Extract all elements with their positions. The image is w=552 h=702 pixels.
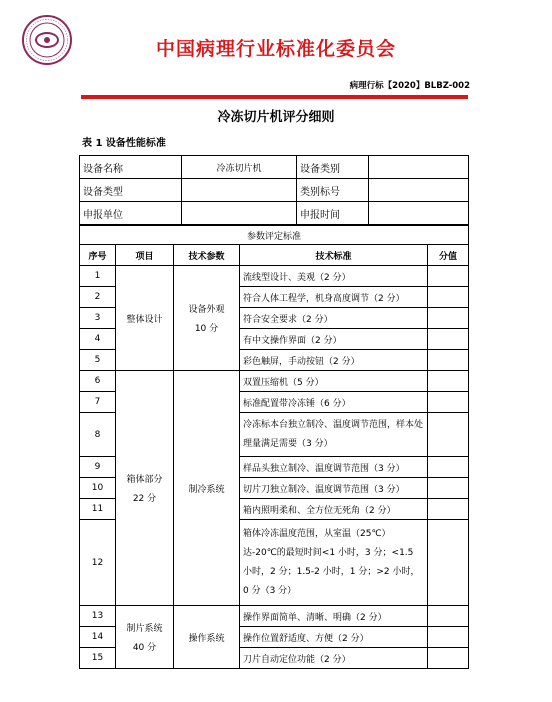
group-slicing-label: 制片系统 [126,624,163,634]
type-label: 设备类型 [80,179,182,202]
row-score[interactable] [428,329,469,350]
row-no: 11 [80,499,116,520]
row-no: 5 [80,350,116,371]
row-score[interactable] [428,266,469,287]
document-number: 病理行标【2020】BLBZ-002 [349,81,470,91]
equipment-info-table [79,155,469,225]
group-body-label: 箱体部分 [126,475,163,485]
category-label: 设备类别 [297,156,369,179]
row-standard: 彩色触屏，手动按钮（2 分） [240,350,428,371]
col-header-standard: 技术标准 [240,245,428,266]
row-standard: 箱内照明柔和、全方位无死角（2 分） [240,499,428,520]
category-code-label: 类别标号 [297,179,369,202]
row-score[interactable] [428,371,469,392]
col-header-param: 技术参数 [174,245,240,266]
row-score[interactable] [428,648,469,669]
param-appearance [174,266,240,371]
row-score[interactable] [428,478,469,499]
row-no: 10 [80,478,116,499]
col-header-no: 序号 [80,245,116,266]
group-overall-design: 整体设计 [116,266,174,371]
section-header: 参数评定标准 [80,226,469,245]
organization-title: 中国病理行业标准化委员会 [155,38,396,60]
row-score[interactable] [428,457,469,478]
header-divider [81,95,468,99]
category-code-value [369,179,469,202]
row-no: 6 [80,371,116,392]
row-no: 8 [80,413,116,457]
document-title: 冷冻切片机评分细则 [217,110,335,125]
apply-time-label: 申报时间 [297,202,369,225]
row-no: 3 [80,308,116,329]
row-score[interactable] [428,392,469,413]
name-value: 冷冻切片机 [182,156,297,179]
row-score[interactable] [428,499,469,520]
param-appearance-label: 设备外观 [188,305,225,315]
row-no: 9 [80,457,116,478]
row-standard: 标准配置带冷冻锤（6 分） [240,392,428,413]
applicant-label: 申报单位 [80,202,182,225]
row-no: 2 [80,287,116,308]
row-standard: 箱体冷冻温度范围，从室温（25℃）达-20℃的最短时间<1 小时，3 分；<1.5 小时，2 分；1.5-2 小时，1 分；>2 小时，0 分（3 分） [240,520,428,606]
row-score[interactable] [428,413,469,457]
row-no: 13 [80,606,116,627]
scoring-table [79,225,469,669]
col-header-item: 项目 [116,245,174,266]
row-score[interactable] [428,606,469,627]
type-value [182,179,297,202]
param-cooling: 制冷系统 [174,371,240,606]
param-appearance-score: 10 分 [194,324,219,334]
row-standard: 刀片自动定位功能（2 分） [240,648,428,669]
group-body-score: 22 分 [132,494,157,504]
row-standard: 切片刀独立制冷、温度调节范围（3 分） [240,478,428,499]
row-score[interactable] [428,287,469,308]
row-score[interactable] [428,520,469,606]
table-caption: 表 1 设备性能标准 [82,138,166,149]
group-slicing-score: 40 分 [132,643,157,653]
row-standard: 有中文操作界面（2 分） [240,329,428,350]
row-standard: 双置压缩机（5 分） [240,371,428,392]
row-no: 7 [80,392,116,413]
row-no: 14 [80,627,116,648]
category-value [369,156,469,179]
row-no: 1 [80,266,116,287]
applicant-value [182,202,297,225]
row-score[interactable] [428,350,469,371]
row-standard: 样品头独立制冷、温度调节范围（3 分） [240,457,428,478]
row-standard: 符合人体工程学，机身高度调节（2 分） [240,287,428,308]
row-no: 4 [80,329,116,350]
row-standard: 流线型设计、美观（2 分） [240,266,428,287]
row-standard: 操作界面简单、清晰、明确（2 分） [240,606,428,627]
row-no: 12 [80,520,116,606]
row-score[interactable] [428,627,469,648]
row-score[interactable] [428,308,469,329]
group-slicing [116,606,174,669]
row-standard: 符合安全要求（2 分） [240,308,428,329]
name-label: 设备名称 [80,156,182,179]
row-standard: 操作位置舒适度、方便（2 分） [240,627,428,648]
row-no: 15 [80,648,116,669]
group-body [116,371,174,606]
param-operation: 操作系统 [174,606,240,669]
row-standard: 冷冻标本台独立制冷、温度调节范围，样本处理量满足需要（3 分） [240,413,428,457]
col-header-score: 分值 [428,245,469,266]
apply-time-value [369,202,469,225]
